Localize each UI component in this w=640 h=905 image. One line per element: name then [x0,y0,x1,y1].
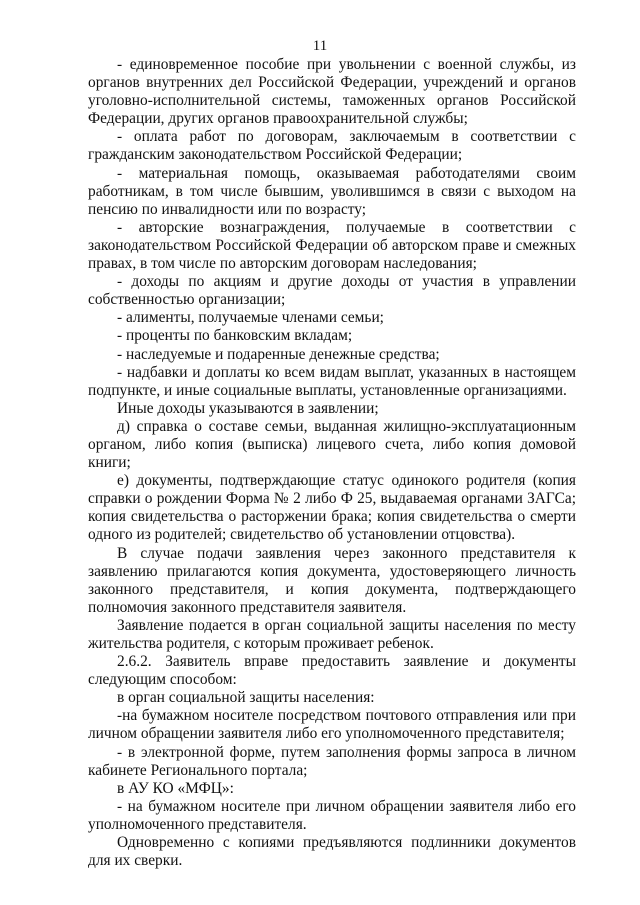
paragraph: - единовременное пособие при увольнении с военной службы, из органов внутренних дел Российской Федерации, учреждений и органов уголовно-исполнительной системы, таможенных органов Российской Федерации, других органов правоохранительной службы; [88,56,576,128]
paragraph: Иные доходы указываются в заявлении; [117,399,379,417]
paragraph: - оплата работ по договорам, заключаемым в соответствии с гражданским законодательством Российской Федерации; [88,128,576,164]
paragraph: - надбавки и доплаты ко всем видам выплат, указанных в настоящем подпункте, и иные социальные выплаты, установленные организациями. [88,363,576,399]
paragraph: - на бумажном носителе при личном обращении заявителя либо его уполномоченного представителя. [88,797,576,833]
paragraph: - авторские вознаграждения, получаемые в соответствии с законодательством Российской Федерации об авторском праве и смежных правах, в том числе по авторским договорам наследования; [88,218,576,273]
paragraph: д) справка о составе семьи, выданная жилищно-эксплуатационным органом, либо копия (выписка) лицевого счета, либо копия домовой книги; [88,417,576,472]
paragraph: В случае подачи заявления через законного представителя к заявлению прилагаются копия документа, удостоверяющего личность законного представителя, и копия документа, подтверждающего полномочия законного представителя заявителя. [88,544,576,616]
paragraph: - материальная помощь, оказываемая работодателями своим работникам, в том числе бывшим, уволившимся в связи с выходом на пенсию по инвалидности или по возрасту; [88,164,576,218]
paragraph: -на бумажном носителе посредством почтового отправления или при личном обращении заявителя либо его уполномоченного представителя; [88,707,576,743]
paragraph: - доходы по акциям и другие доходы от участия в управлении собственностью организации; [88,273,576,309]
paragraph: 2.6.2. Заявитель вправе предоставить заявление и документы следующим способом: [88,653,576,689]
paragraph: - алименты, получаемые членами семьи; [117,309,384,327]
paragraph: в орган социальной защиты населения: [117,689,375,707]
paragraph: - в электронной форме, путем заполнения формы запроса в личном кабинете Регионального портала; [88,743,576,779]
paragraph: - наследуемые и подаренные денежные средства; [117,345,440,363]
page-number: 11 [312,38,328,54]
paragraph: е) документы, подтверждающие статус одинокого родителя (копия справки о рождении Форма № 2 либо Ф 25, выдаваемая органами ЗАГСа; копия свидетельства о расторжении брака; копия свидетельства о смерти одного из родителей; свидетельство об установлении отцовства). [88,472,576,544]
document-body [88,56,576,870]
paragraph: Одновременно с копиями предъявляются подлинники документов для их сверки. [88,834,576,870]
paragraph: в АУ КО «МФЦ»: [117,779,234,797]
paragraph: Заявление подается в орган социальной защиты населения по месту жительства родителя, с которым проживает ребенок. [88,616,576,652]
paragraph: - проценты по банковским вкладам; [117,327,353,345]
